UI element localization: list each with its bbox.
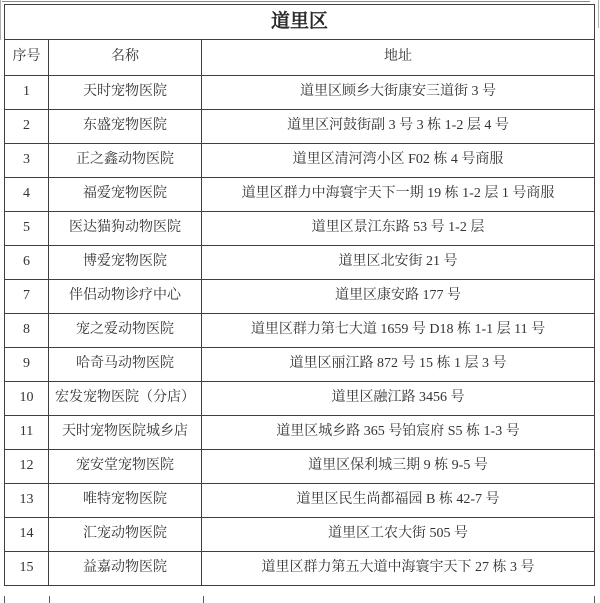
row-name: 医达猫狗动物医院 xyxy=(49,212,202,246)
row-address: 道里区清河湾小区 F02 栋 4 号商服 xyxy=(202,144,595,178)
row-no: 12 xyxy=(5,450,49,484)
row-address: 道里区群力第七大道 1659 号 D18 栋 1-1 层 11 号 xyxy=(202,314,595,348)
right-edge-tick xyxy=(598,0,599,28)
row-address: 道里区工农大街 505 号 xyxy=(202,518,595,552)
row-address: 道里区北安街 21 号 xyxy=(202,246,595,280)
table-row xyxy=(5,484,595,518)
row-address: 道里区丽江路 872 号 15 栋 1 层 3 号 xyxy=(202,348,595,382)
cut-off-column-line xyxy=(49,596,50,603)
top-divider-line xyxy=(2,1,590,2)
row-address: 道里区康安路 177 号 xyxy=(202,280,595,314)
table-row xyxy=(5,382,595,416)
row-name: 宠之爱动物医院 xyxy=(49,314,202,348)
district-title: 道里区 xyxy=(5,5,595,40)
row-no: 6 xyxy=(5,246,49,280)
row-name: 唯特宠物医院 xyxy=(49,484,202,518)
row-no: 4 xyxy=(5,178,49,212)
row-name: 天时宠物医院 xyxy=(49,76,202,110)
table-row xyxy=(5,212,595,246)
row-address: 道里区城乡路 365 号铂宸府 S5 栋 1-3 号 xyxy=(202,416,595,450)
row-no: 11 xyxy=(5,416,49,450)
row-name: 正之鑫动物医院 xyxy=(49,144,202,178)
table-row xyxy=(5,450,595,484)
row-address: 道里区河鼓街副 3 号 3 栋 1-2 层 4 号 xyxy=(202,110,595,144)
row-address: 道里区保利城三期 9 栋 9-5 号 xyxy=(202,450,595,484)
table-row xyxy=(5,518,595,552)
table-row xyxy=(5,110,595,144)
table-header-row xyxy=(5,40,595,76)
cut-off-column-line xyxy=(203,596,204,603)
row-name: 福爱宠物医院 xyxy=(49,178,202,212)
row-name: 哈奇马动物医院 xyxy=(49,348,202,382)
row-no: 14 xyxy=(5,518,49,552)
row-address: 道里区顾乡大街康安三道街 3 号 xyxy=(202,76,595,110)
row-name: 宏发宠物医院（分店） xyxy=(49,382,202,416)
table-row xyxy=(5,348,595,382)
row-name: 益嘉动物医院 xyxy=(49,552,202,586)
row-no: 10 xyxy=(5,382,49,416)
column-header-no: 序号 xyxy=(5,40,49,76)
column-header-name: 名称 xyxy=(49,40,202,76)
row-no: 15 xyxy=(5,552,49,586)
row-name: 伴侣动物诊疗中心 xyxy=(49,280,202,314)
row-name: 宠安堂宠物医院 xyxy=(49,450,202,484)
row-no: 5 xyxy=(5,212,49,246)
row-no: 7 xyxy=(5,280,49,314)
row-no: 1 xyxy=(5,76,49,110)
left-edge-tick xyxy=(0,0,1,40)
row-no: 8 xyxy=(5,314,49,348)
row-address: 道里区景江东路 53 号 1-2 层 xyxy=(202,212,595,246)
table-row xyxy=(5,314,595,348)
table-title-row xyxy=(5,5,595,40)
table-row xyxy=(5,76,595,110)
table-row xyxy=(5,144,595,178)
row-name: 汇宠动物医院 xyxy=(49,518,202,552)
row-address: 道里区群力第五大道中海寰宇天下 27 栋 3 号 xyxy=(202,552,595,586)
column-header-address: 地址 xyxy=(202,40,595,76)
table-row xyxy=(5,416,595,450)
row-name: 东盛宠物医院 xyxy=(49,110,202,144)
row-address: 道里区融江路 3456 号 xyxy=(202,382,595,416)
row-name: 博爱宠物医院 xyxy=(49,246,202,280)
row-no: 3 xyxy=(5,144,49,178)
cut-off-next-row xyxy=(4,596,595,603)
row-no: 13 xyxy=(5,484,49,518)
table-row xyxy=(5,552,595,586)
row-name: 天时宠物医院城乡店 xyxy=(49,416,202,450)
table-row xyxy=(5,178,595,212)
row-address: 道里区群力中海寰宇天下一期 19 栋 1-2 层 1 号商服 xyxy=(202,178,595,212)
row-address: 道里区民生尚都福园 B 栋 42-7 号 xyxy=(202,484,595,518)
table-row xyxy=(5,280,595,314)
pet-hospital-table xyxy=(4,4,595,586)
row-no: 9 xyxy=(5,348,49,382)
table-row xyxy=(5,246,595,280)
row-no: 2 xyxy=(5,110,49,144)
